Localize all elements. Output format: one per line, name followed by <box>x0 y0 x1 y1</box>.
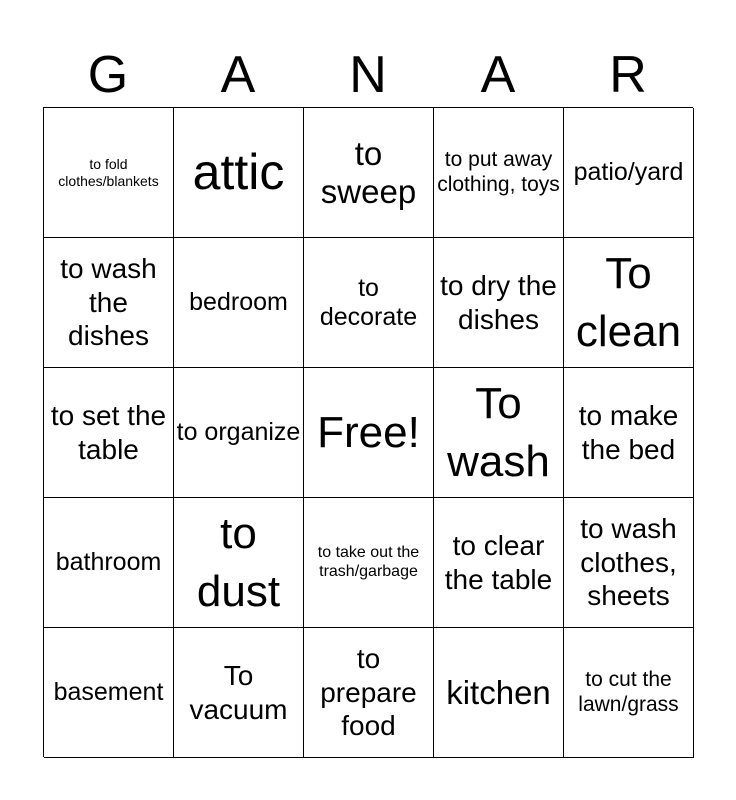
bingo-cell[interactable]: to wash the dishes <box>44 238 174 368</box>
bingo-cell[interactable]: to organize <box>174 368 304 498</box>
bingo-cell[interactable]: to clear the table <box>434 498 564 628</box>
header-letter-n: N <box>349 46 387 104</box>
bingo-cell[interactable]: bedroom <box>174 238 304 368</box>
bingo-cell[interactable]: to dry the dishes <box>434 238 564 368</box>
bingo-board <box>43 107 693 757</box>
bingo-cell[interactable]: to make the bed <box>564 368 694 498</box>
bingo-cell[interactable]: To vacuum <box>174 628 304 758</box>
bingo-cell[interactable]: attic <box>174 108 304 238</box>
bingo-cell[interactable]: to decorate <box>304 238 434 368</box>
bingo-cell[interactable]: patio/yard <box>564 108 694 238</box>
bingo-cell[interactable]: to take out the trash/garbage <box>304 498 434 628</box>
bingo-cell[interactable]: to cut the lawn/grass <box>564 628 694 758</box>
bingo-cell[interactable]: to sweep <box>304 108 434 238</box>
bingo-cell[interactable]: To clean <box>564 238 694 368</box>
bingo-header <box>43 44 693 106</box>
bingo-cell[interactable]: To wash <box>434 368 564 498</box>
bingo-cell[interactable]: to fold clothes/blankets <box>44 108 174 238</box>
bingo-cell[interactable]: to put away clothing, toys <box>434 108 564 238</box>
header-letter-g: G <box>87 46 129 104</box>
header-letter-a: A <box>220 46 256 104</box>
header-letter-r: R <box>609 46 647 104</box>
free-space-cell[interactable]: Free! <box>304 368 434 498</box>
bingo-cell[interactable]: bathroom <box>44 498 174 628</box>
bingo-cell[interactable]: basement <box>44 628 174 758</box>
bingo-cell[interactable]: to prepare food <box>304 628 434 758</box>
bingo-cell[interactable]: to wash clothes, sheets <box>564 498 694 628</box>
bingo-cell[interactable]: kitchen <box>434 628 564 758</box>
bingo-cell[interactable]: to dust <box>174 498 304 628</box>
bingo-cell[interactable]: to set the table <box>44 368 174 498</box>
header-letter-a2: A <box>480 46 516 104</box>
